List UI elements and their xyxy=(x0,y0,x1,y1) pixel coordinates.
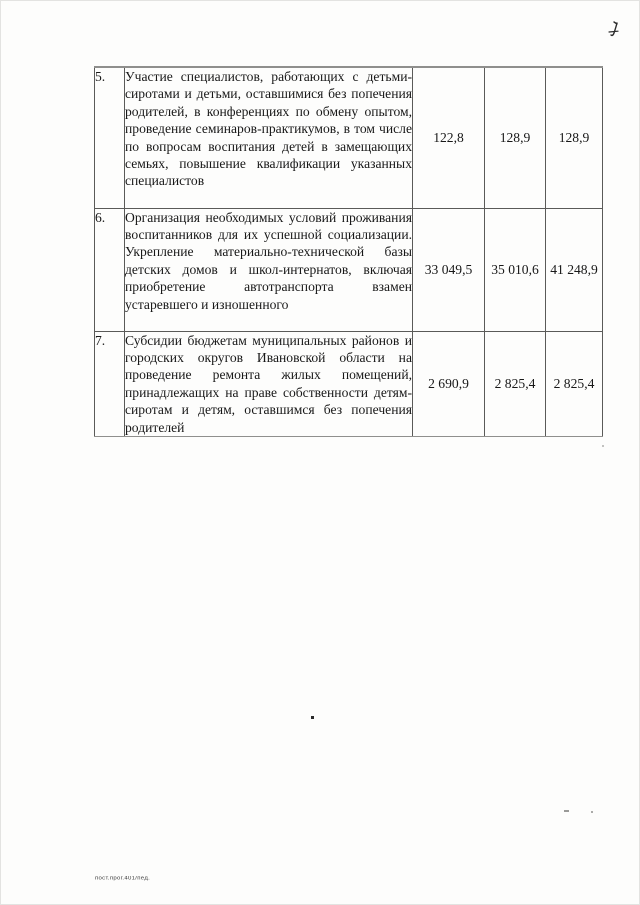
scan-speck xyxy=(591,811,593,813)
row-description: Субсидии бюджетам муниципальных районов и городских округов Ивановской области на проведение ремонта жилых помещений, принадлежащих на праве собственности детям-сиротам и детям, оставшимся без попечения родителей xyxy=(125,332,412,435)
table-row-5 xyxy=(95,67,603,208)
table-row-6 xyxy=(95,208,603,331)
table-row-7 xyxy=(95,331,603,436)
row-value-year2: 2 825,4 xyxy=(485,331,546,436)
row-number: 5. xyxy=(95,67,125,208)
row-value-year3: 128,9 xyxy=(546,67,603,208)
handwritten-corner-mark xyxy=(606,19,622,43)
row-number: 6. xyxy=(95,208,125,331)
row-value-year1: 33 049,5 xyxy=(413,208,485,331)
budget-measures-table xyxy=(94,66,603,437)
row-value-year2: 35 010,6 xyxy=(485,208,546,331)
scan-speck xyxy=(564,810,569,812)
scan-speck xyxy=(311,716,314,719)
row-description: Участие специалистов, работающих с детьми-сиротами и детьми, оставшимися без попечения родителей, в конференциях по обмену опытом, проведение семинаров-практикумов, в том числе по вопросам воспитания детей в замещающих семьях, повышение квалификации указанных специалистов xyxy=(125,67,413,208)
row-value-year1: 2 690,9 xyxy=(413,331,485,436)
row-description: Организация необходимых условий проживания воспитанников для их успешной социализации. Укрепление материально-технической базы детских домов и школ-интернатов, включая приобретение автотранспорта взамен устаревшего и изношенного xyxy=(125,208,413,331)
row-number: 7. xyxy=(95,331,125,436)
row-value-year2: 128,9 xyxy=(485,67,546,208)
document-footer-note: пост.прог.401/пед. xyxy=(95,876,151,882)
row-value-year3: 41 248,9 xyxy=(546,208,603,331)
row-value-year3: 2 825,4 xyxy=(546,331,603,436)
scan-speck xyxy=(602,445,604,447)
row-value-year1: 122,8 xyxy=(413,67,485,208)
